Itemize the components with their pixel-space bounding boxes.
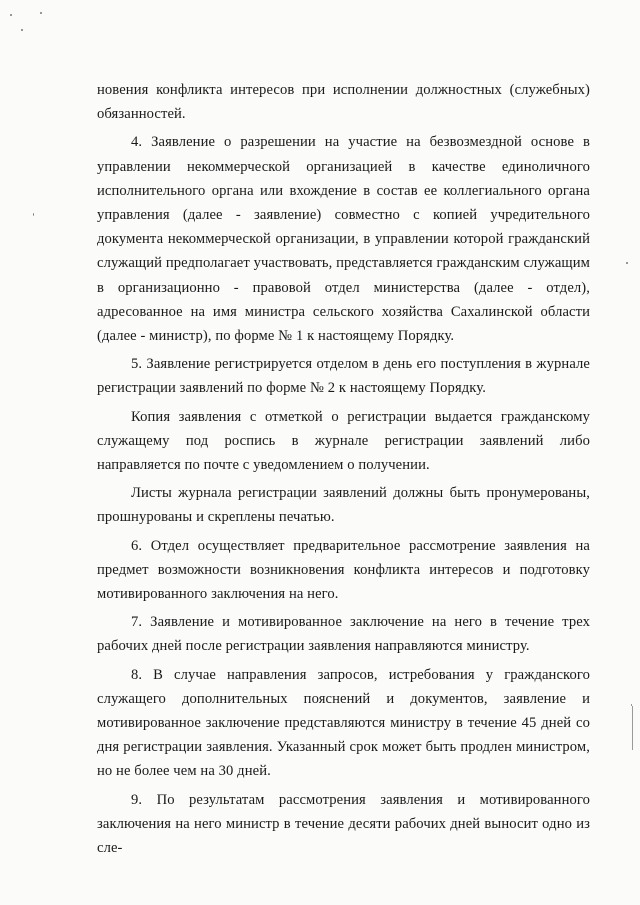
paragraph-item-9: 9. По результатам рассмотрения заявления и мотивированного заключения на него министр в течение десяти рабочих дней выносит одно из сле- — [97, 791, 590, 857]
scan-speck — [33, 213, 34, 216]
paragraph-copy-of-application: Копия заявления с отметкой о регистрации выдается гражданскому служащему под роспись в журнале регистрации заявлений либо направляется по почте с уведомлением о получении. — [97, 408, 590, 474]
paragraph-item-7: 7. Заявление и мотивированное заключение на него в течение трех рабочих дней после регистрации заявления направляются министру. — [97, 614, 590, 655]
paragraph-journal-sheets: Листы журнала регистрации заявлений должны быть пронумерованы, прошнурованы и скреплены печатью. — [97, 485, 590, 526]
scan-speck — [21, 29, 23, 31]
paragraph-continuation: новения конфликта интересов при исполнении должностных (служебных) обязанностей. — [97, 82, 590, 123]
scan-speck — [626, 262, 628, 264]
paragraph-item-5: 5. Заявление регистрируется отделом в день его поступления в журнале регистрации заявлений по форме № 2 к настоящему Порядку. — [97, 356, 590, 397]
paragraph-item-8: 8. В случае направления запросов, истребования у гражданского служащего дополнительных пояснений и документов, заявление и мотивированное заключение представляются министру в течение 45 дней со дня регистрации заявления. Указанный срок может быть продлен министром, но не более чем на 30 дней. — [97, 666, 590, 780]
paragraph-item-6: 6. Отдел осуществляет предварительное рассмотрение заявления на предмет возможности возникновения конфликта интересов и подготовку мотивированного заключения на него. — [97, 537, 590, 603]
paragraph-item-4: 4. Заявление о разрешении на участие на безвозмездной основе в управлении некоммерческой организацией в качестве единоличного исполнительного органа или вхождение в состав ее коллегиального органа управления (далее - заявление) совместно с копией учредительного документа некоммерческой организации, в управлении которой гражданский служащий предполагает участвовать, представляется гражданским служащим в организационно - правовой отдел министерства (далее - отдел), адресованное на имя министра сельского хозяйства Сахалинской области (далее - министр), по форме № 1 к настоящему Порядку. — [97, 134, 590, 345]
scan-speck — [40, 12, 42, 14]
scan-edge-mark — [632, 706, 633, 750]
document-body — [97, 78, 590, 864]
scan-speck — [10, 14, 12, 16]
